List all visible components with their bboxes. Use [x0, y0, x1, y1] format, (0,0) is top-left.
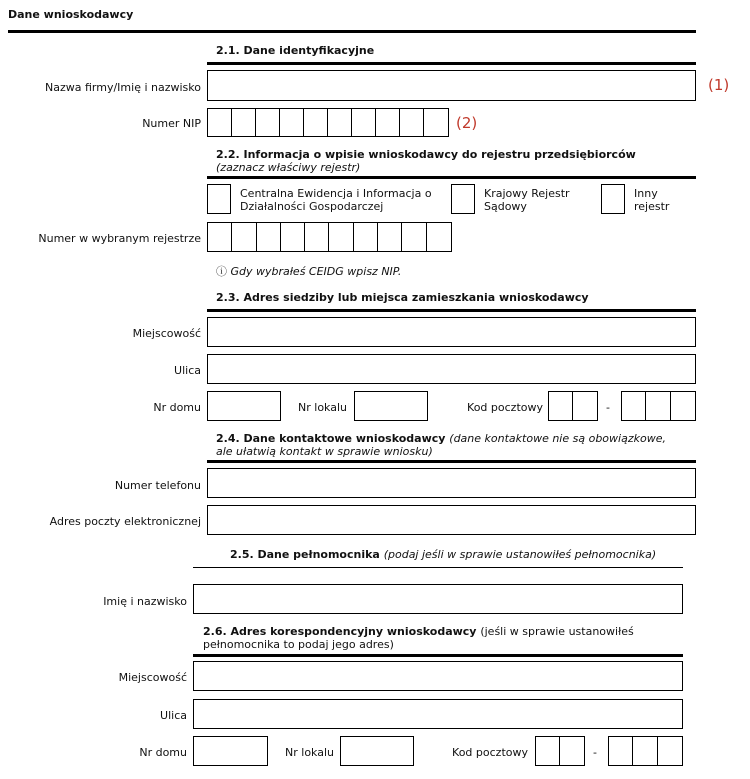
corr-house-number-label: Nr domu	[139, 746, 187, 759]
nip-input[interactable]	[207, 108, 449, 137]
corr-city-input[interactable]	[193, 661, 683, 691]
company-name-label: Nazwa firmy/Imię i nazwisko	[45, 81, 201, 94]
marker-1: (1)	[708, 76, 730, 94]
section-2-4-title	[216, 432, 666, 445]
phone-label: Numer telefonu	[114, 479, 201, 492]
section-2-5-subtitle: (podaj jeśli w sprawie ustanowiłeś pełnomocnika)	[383, 548, 657, 561]
postal-digit-cell[interactable]	[658, 737, 682, 765]
krs-label-line1: Krajowy Rejestr	[484, 187, 570, 200]
nip-label: Numer NIP	[142, 117, 201, 130]
section-2-2-title: 2.2. Informacja o wpisie wnioskodawcy do rejestru przedsiębiorców	[216, 148, 636, 161]
section-2-5-title	[230, 548, 656, 561]
section-2-6-divider	[193, 654, 683, 657]
corr-street-input[interactable]	[193, 699, 683, 729]
other-label-line1: Inny	[634, 187, 658, 200]
ceidg-hint-text: Gdy wybrałeś CEIDG wpisz NIP.	[230, 265, 402, 278]
postal-digit-cell[interactable]	[609, 737, 633, 765]
section-2-4-subtitle-a: (dane kontaktowe nie są obowiązkowe,	[449, 432, 666, 445]
house-number-label: Nr domu	[153, 401, 201, 414]
register-digit-cell[interactable]	[329, 223, 353, 251]
section-2-6-subtitle-b: pełnomocnika to podaj jego adres)	[203, 638, 394, 651]
section-2-3-divider	[207, 309, 696, 312]
ceidg-label-line2: Działalności Gospodarczej	[240, 200, 384, 213]
marker-2: (2)	[456, 114, 478, 132]
header-divider	[8, 30, 696, 33]
section-2-2-divider	[207, 176, 696, 179]
nip-digit-cell[interactable]	[256, 109, 280, 136]
postal-code-label: Kod pocztowy	[467, 401, 543, 414]
section-2-5-divider	[193, 567, 683, 568]
info-icon: ⓘ	[216, 265, 227, 278]
nip-digit-cell[interactable]	[328, 109, 352, 136]
register-digit-cell[interactable]	[427, 223, 451, 251]
postal-digit-cell[interactable]	[622, 392, 646, 420]
register-digit-cell[interactable]	[281, 223, 305, 251]
section-2-6-subtitle-a: (jeśli w sprawie ustanowiłeś	[480, 625, 634, 638]
other-label-line2: rejestr	[634, 200, 670, 213]
krs-option-label	[484, 187, 570, 213]
postal-digit-cell[interactable]	[671, 392, 695, 420]
section-2-6-title-text: 2.6. Adres korespondencyjny wnioskodawcy	[203, 625, 477, 638]
nip-digit-cell[interactable]	[304, 109, 328, 136]
krs-checkbox[interactable]	[451, 184, 475, 214]
street-label: Ulica	[174, 364, 201, 377]
corr-postal-code-prefix-input[interactable]	[535, 736, 585, 766]
register-digit-cell[interactable]	[378, 223, 402, 251]
postal-digit-cell[interactable]	[646, 392, 670, 420]
ceidg-label-line1: Centralna Ewidencja i Informacja o	[240, 187, 432, 200]
section-2-6-title	[203, 625, 634, 638]
postal-digit-cell[interactable]	[573, 392, 597, 420]
section-2-1-divider	[207, 62, 696, 65]
corr-postal-code-suffix-input[interactable]	[608, 736, 683, 766]
ceidg-checkbox[interactable]	[207, 184, 231, 214]
proxy-name-label: Imię i nazwisko	[103, 595, 187, 608]
section-2-1-title: 2.1. Dane identyfikacyjne	[216, 44, 375, 57]
corr-postal-code-label: Kod pocztowy	[452, 746, 528, 759]
email-label: Adres poczty elektronicznej	[49, 515, 201, 528]
corr-postal-dash: -	[593, 746, 597, 759]
nip-digit-cell[interactable]	[280, 109, 304, 136]
postal-digit-cell[interactable]	[549, 392, 573, 420]
corr-flat-number-label: Nr lokalu	[285, 746, 334, 759]
city-input[interactable]	[207, 317, 696, 347]
ceidg-option-label	[240, 187, 432, 213]
register-digit-cell[interactable]	[208, 223, 232, 251]
nip-digit-cell[interactable]	[232, 109, 256, 136]
corr-street-label: Ulica	[160, 709, 187, 722]
form-section-title: Dane wnioskodawcy	[8, 8, 134, 21]
flat-number-label: Nr lokalu	[298, 401, 347, 414]
section-2-3-title: 2.3. Adres siedziby lub miejsca zamieszkania wnioskodawcy	[216, 291, 589, 304]
other-register-checkbox[interactable]	[601, 184, 625, 214]
register-digit-cell[interactable]	[305, 223, 329, 251]
corr-house-number-input[interactable]	[193, 736, 268, 766]
nip-digit-cell[interactable]	[400, 109, 424, 136]
company-name-input[interactable]	[207, 70, 696, 101]
nip-digit-cell[interactable]	[208, 109, 232, 136]
register-digit-cell[interactable]	[232, 223, 256, 251]
krs-label-line2: Sądowy	[484, 200, 527, 213]
postal-code-suffix-input[interactable]	[621, 391, 696, 421]
proxy-name-input[interactable]	[193, 584, 683, 614]
section-2-4-divider	[207, 460, 696, 463]
corr-flat-number-input[interactable]	[340, 736, 414, 766]
section-2-2-subtitle: (zaznacz właściwy rejestr)	[216, 161, 361, 174]
house-number-input[interactable]	[207, 391, 281, 421]
other-register-option-label	[634, 187, 669, 213]
email-input[interactable]	[207, 505, 696, 535]
section-2-5-title-text: 2.5. Dane pełnomocnika	[230, 548, 380, 561]
postal-digit-cell[interactable]	[560, 737, 584, 765]
section-2-4-subtitle-b: ale ułatwią kontakt w sprawie wniosku)	[216, 445, 433, 458]
nip-digit-cell[interactable]	[376, 109, 400, 136]
postal-dash: -	[606, 401, 610, 414]
register-number-input[interactable]	[207, 222, 452, 252]
phone-input[interactable]	[207, 468, 696, 498]
nip-digit-cell[interactable]	[424, 109, 448, 136]
postal-digit-cell[interactable]	[633, 737, 657, 765]
register-digit-cell[interactable]	[402, 223, 426, 251]
register-digit-cell[interactable]	[354, 223, 378, 251]
section-2-4-title-text: 2.4. Dane kontaktowe wnioskodawcy	[216, 432, 446, 445]
register-digit-cell[interactable]	[257, 223, 281, 251]
postal-code-prefix-input[interactable]	[548, 391, 598, 421]
nip-digit-cell[interactable]	[352, 109, 376, 136]
register-number-label: Numer w wybranym rejestrze	[38, 232, 201, 245]
street-input[interactable]	[207, 354, 696, 384]
ceidg-hint	[216, 263, 401, 279]
flat-number-input[interactable]	[354, 391, 428, 421]
postal-digit-cell[interactable]	[536, 737, 560, 765]
city-label: Miejscowość	[132, 327, 201, 340]
corr-city-label: Miejscowość	[118, 671, 187, 684]
